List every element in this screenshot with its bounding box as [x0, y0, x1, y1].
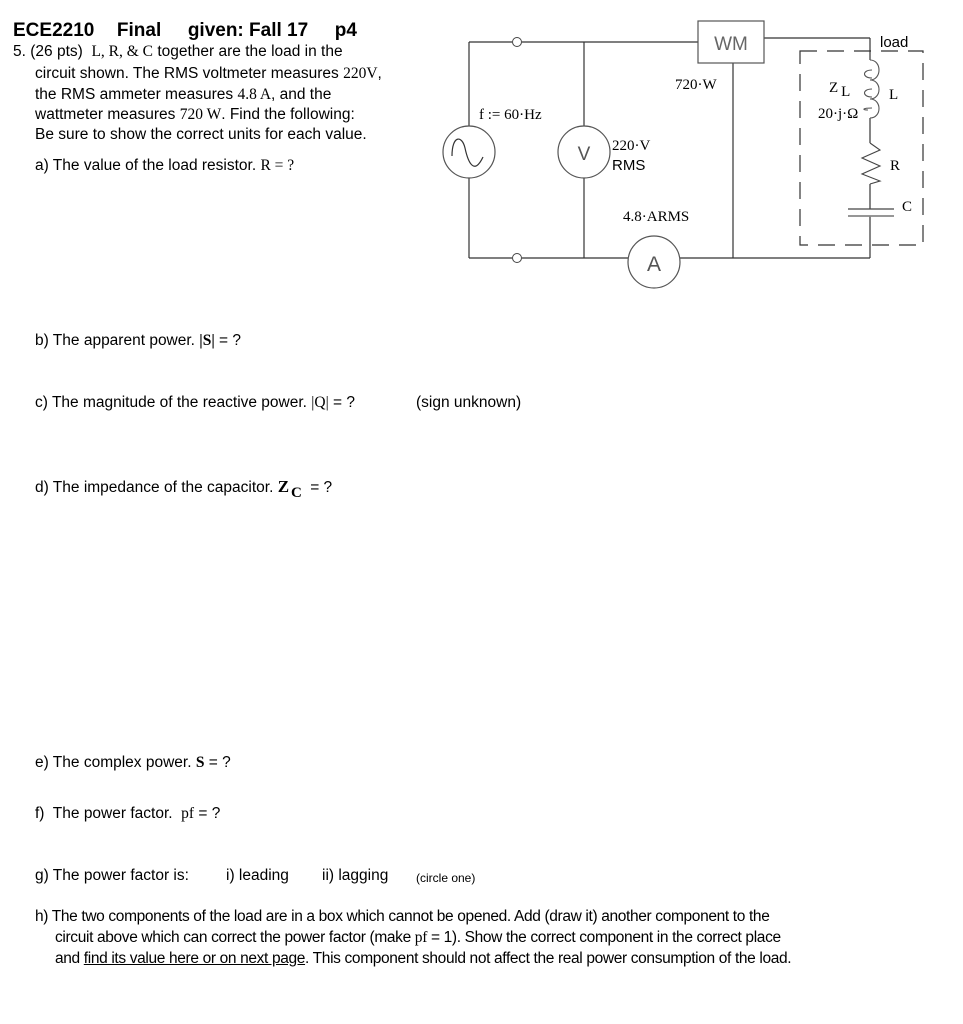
question-text: a) The value of the load resistor. [35, 157, 261, 174]
problem-text: , and the [271, 86, 332, 103]
capacitor-label: C [902, 199, 913, 215]
voltmeter-icon [558, 126, 610, 178]
ammeter-icon [628, 236, 680, 288]
question-c [35, 394, 355, 412]
problem-points: (26 pts) [30, 43, 83, 60]
question-expression: pf [181, 805, 195, 822]
question-text: circuit above which can correct the power factor (make [55, 929, 415, 946]
load-components: L, R, & C [91, 43, 154, 60]
voltmeter-unit: RMS [612, 157, 646, 174]
exam-given: given: Fall 17 [187, 20, 309, 41]
problem-line-5: Be sure to show the correct units for each value. [35, 126, 367, 143]
wattmeter-icon [698, 21, 764, 63]
voltmeter-symbol: V [577, 144, 591, 165]
question-subscript: C [291, 485, 302, 501]
question-h-line-1: h) The two components of the load are in a box which cannot be opened. Add (draw it) another component to the [35, 908, 770, 925]
option-leading[interactable]: i) leading [226, 867, 289, 884]
inductor-icon [864, 60, 879, 118]
question-expression: |S| [199, 332, 215, 349]
question-text: e) The complex power. [35, 754, 196, 771]
wattmeter-reading: 720·W [675, 77, 717, 93]
current-value: 4.8 A [237, 86, 272, 103]
resistor-label: R [890, 158, 901, 174]
question-text: = ? [305, 479, 333, 496]
frequency-label: f := 60·Hz [479, 107, 542, 123]
question-c-note: (sign unknown) [416, 394, 522, 411]
question-text: . This component should not affect the real power consumption of the load. [305, 950, 792, 967]
load-label: load [880, 34, 909, 51]
exam-type: Final [116, 20, 162, 41]
wattmeter-symbol: WM [714, 34, 748, 55]
question-expression: pf [414, 929, 428, 946]
underlined-instruction: find its value here or on next page [83, 950, 306, 967]
course-code: ECE2210 [13, 20, 95, 41]
question-expression: S [195, 754, 205, 771]
question-f [35, 805, 220, 823]
problem-text: together are the load in the [153, 43, 343, 60]
question-text: d) The impedance of the capacitor. [35, 479, 278, 496]
problem-text: wattmeter measures [35, 106, 180, 123]
question-b [35, 332, 241, 350]
inductor-impedance-symbol: Z L [829, 80, 851, 100]
question-h-line-3 [55, 950, 791, 968]
question-text: = ? [214, 332, 242, 349]
question-text: = 1). Show the correct component in the correct place [427, 929, 781, 946]
problem-text: . Find the following: [221, 106, 355, 123]
inductor-impedance-value: 20·j·Ω [818, 106, 859, 122]
question-d [35, 477, 333, 501]
page-number: p4 [334, 20, 357, 41]
option-lagging[interactable]: ii) lagging [322, 867, 389, 884]
ac-source-icon [443, 126, 495, 178]
ammeter-reading: 4.8·ARMS [623, 209, 690, 225]
voltage-value: 220V [343, 65, 378, 82]
ammeter-symbol: A [646, 253, 662, 276]
resistor-icon [862, 143, 880, 184]
voltmeter-reading: 220·V [612, 138, 651, 154]
capacitor-icon [848, 209, 894, 216]
question-h-line-2 [55, 929, 781, 947]
power-value: 720 W [179, 106, 222, 123]
inductor-label: L [889, 87, 899, 103]
question-text: b) The apparent power. [35, 332, 200, 349]
question-text: = ? [328, 394, 355, 411]
problem-text: the RMS ammeter measures [35, 86, 238, 103]
terminal-bottom [513, 254, 522, 263]
question-text: = ? [204, 754, 231, 771]
question-e [35, 754, 231, 772]
question-text: f) The power factor. [35, 805, 182, 822]
question-text: = ? [194, 805, 221, 822]
question-text: c) The magnitude of the reactive power. [35, 394, 312, 411]
terminal-top [513, 38, 522, 47]
question-expression: |Q| [311, 394, 329, 411]
question-g: g) The power factor is: [35, 867, 189, 884]
problem-text: circuit shown. The RMS voltmeter measures [35, 65, 344, 82]
problem-text: , [377, 65, 382, 82]
circuit-diagram [0, 0, 963, 300]
question-expression: R = ? [260, 157, 295, 174]
question-expression: Z [277, 477, 290, 496]
problem-number: 5. [13, 43, 26, 60]
question-g-note: (circle one) [416, 871, 476, 885]
question-text: and [55, 950, 84, 967]
